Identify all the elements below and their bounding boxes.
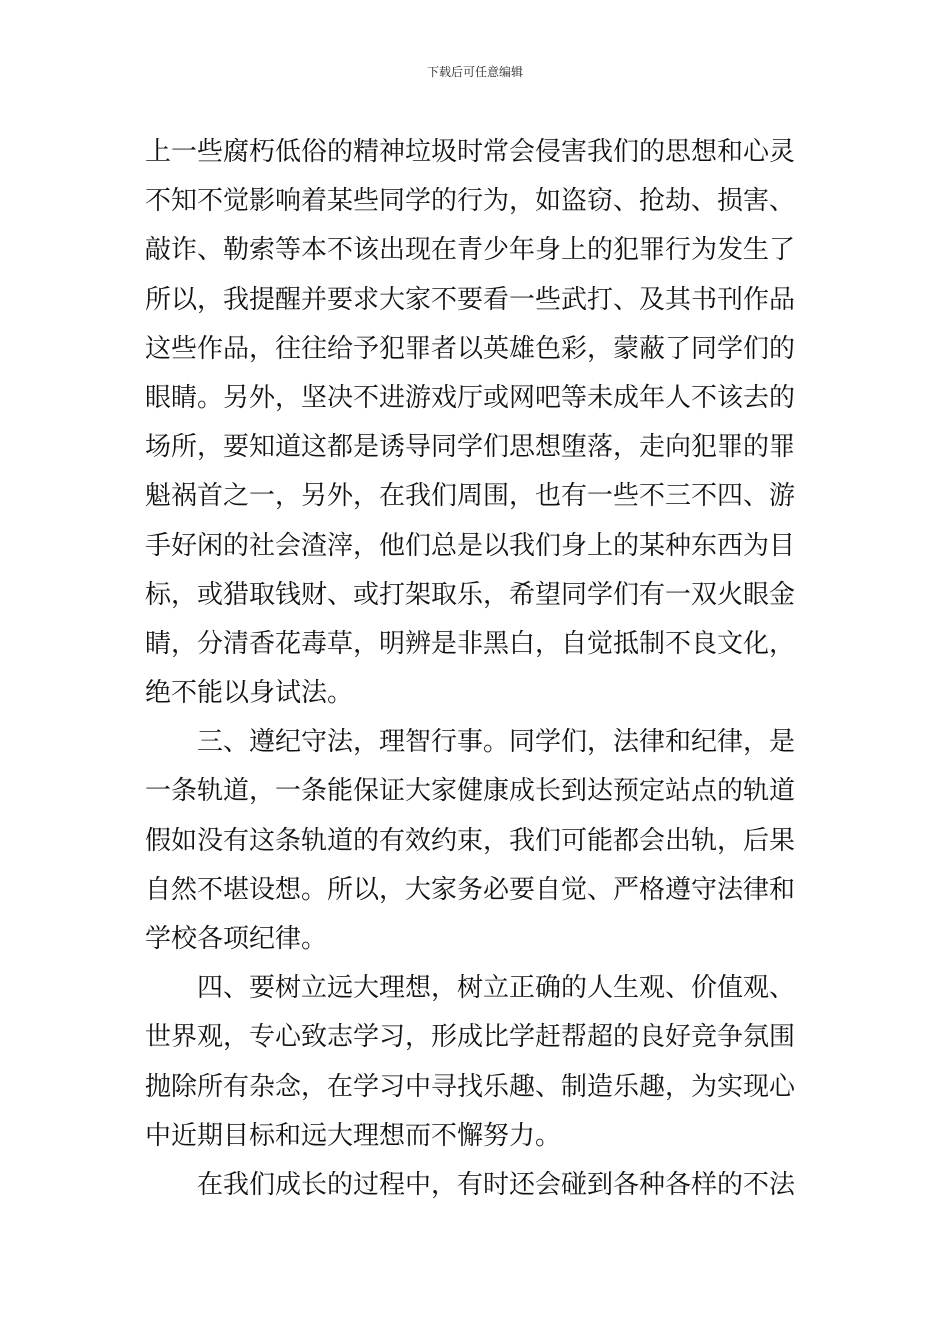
- text-line: 四、要树立远大理想，树立正确的人生观、价值观、: [197, 973, 796, 1004]
- page-header: 下载后可任意编辑: [426, 65, 523, 79]
- text-line: 不知不觉影响着某些同学的行为，如盗窃、抢劫、损害、: [145, 186, 796, 217]
- text-line: 学校各项纪律。: [145, 924, 328, 954]
- text-line: 睛，分清香花毒草，明辨是非黑白，自觉抵制不良文化，: [145, 628, 796, 659]
- text-line: 中近期目标和远大理想而不懈努力。: [145, 1120, 562, 1151]
- text-line: 这些作品，往往给予犯罪者以英雄色彩，蒙蔽了同学们的: [145, 333, 796, 364]
- text-line: 假如没有这条轨道的有效约束，我们可能都会出轨，后果: [145, 825, 796, 856]
- document-body: [145, 128, 815, 1210]
- text-line: 上一些腐朽低俗的精神垃圾时常会侵害我们的思想和心灵: [145, 137, 796, 167]
- text-line: 所以，我提醒并要求大家不要看一些武打、及其书刊作品: [145, 284, 796, 315]
- text-line: 在我们成长的过程中，有时还会碰到各种各样的不法: [197, 1169, 796, 1200]
- text-line: 场所，要知道这都是诱导同学们思想堕落，走向犯罪的罪: [145, 432, 796, 463]
- text-line: 三、遵纪守法，理智行事。同学们，法律和纪律，是: [197, 727, 796, 758]
- text-line: 手好闲的社会渣滓，他们总是以我们身上的某种东西为目: [145, 530, 796, 561]
- text-line: 抛除所有杂念，在学习中寻找乐趣、制造乐趣，为实现心: [145, 1071, 796, 1102]
- text-line: 魁祸首之一，另外，在我们周围，也有一些不三不四、游: [145, 481, 796, 512]
- text-line: 一条轨道，一条能保证大家健康成长到达预定站点的轨道: [145, 776, 796, 807]
- text-line: 自然不堪设想。所以，大家务必要自觉、严格遵守法律和: [145, 874, 796, 905]
- text-line: 绝不能以身试法。: [145, 678, 354, 709]
- text-line: 眼睛。另外，坚决不进游戏厅或网吧等未成年人不该去的: [145, 382, 796, 413]
- text-line: 世界观，专心致志学习，形成比学赶帮超的良好竞争氛围: [145, 1022, 796, 1053]
- text-line: 敲诈、勒索等本不该出现在青少年身上的犯罪行为发生了: [145, 235, 796, 266]
- text-line: 标，或猎取钱财、或打架取乐，希望同学们有一双火眼金: [145, 579, 796, 610]
